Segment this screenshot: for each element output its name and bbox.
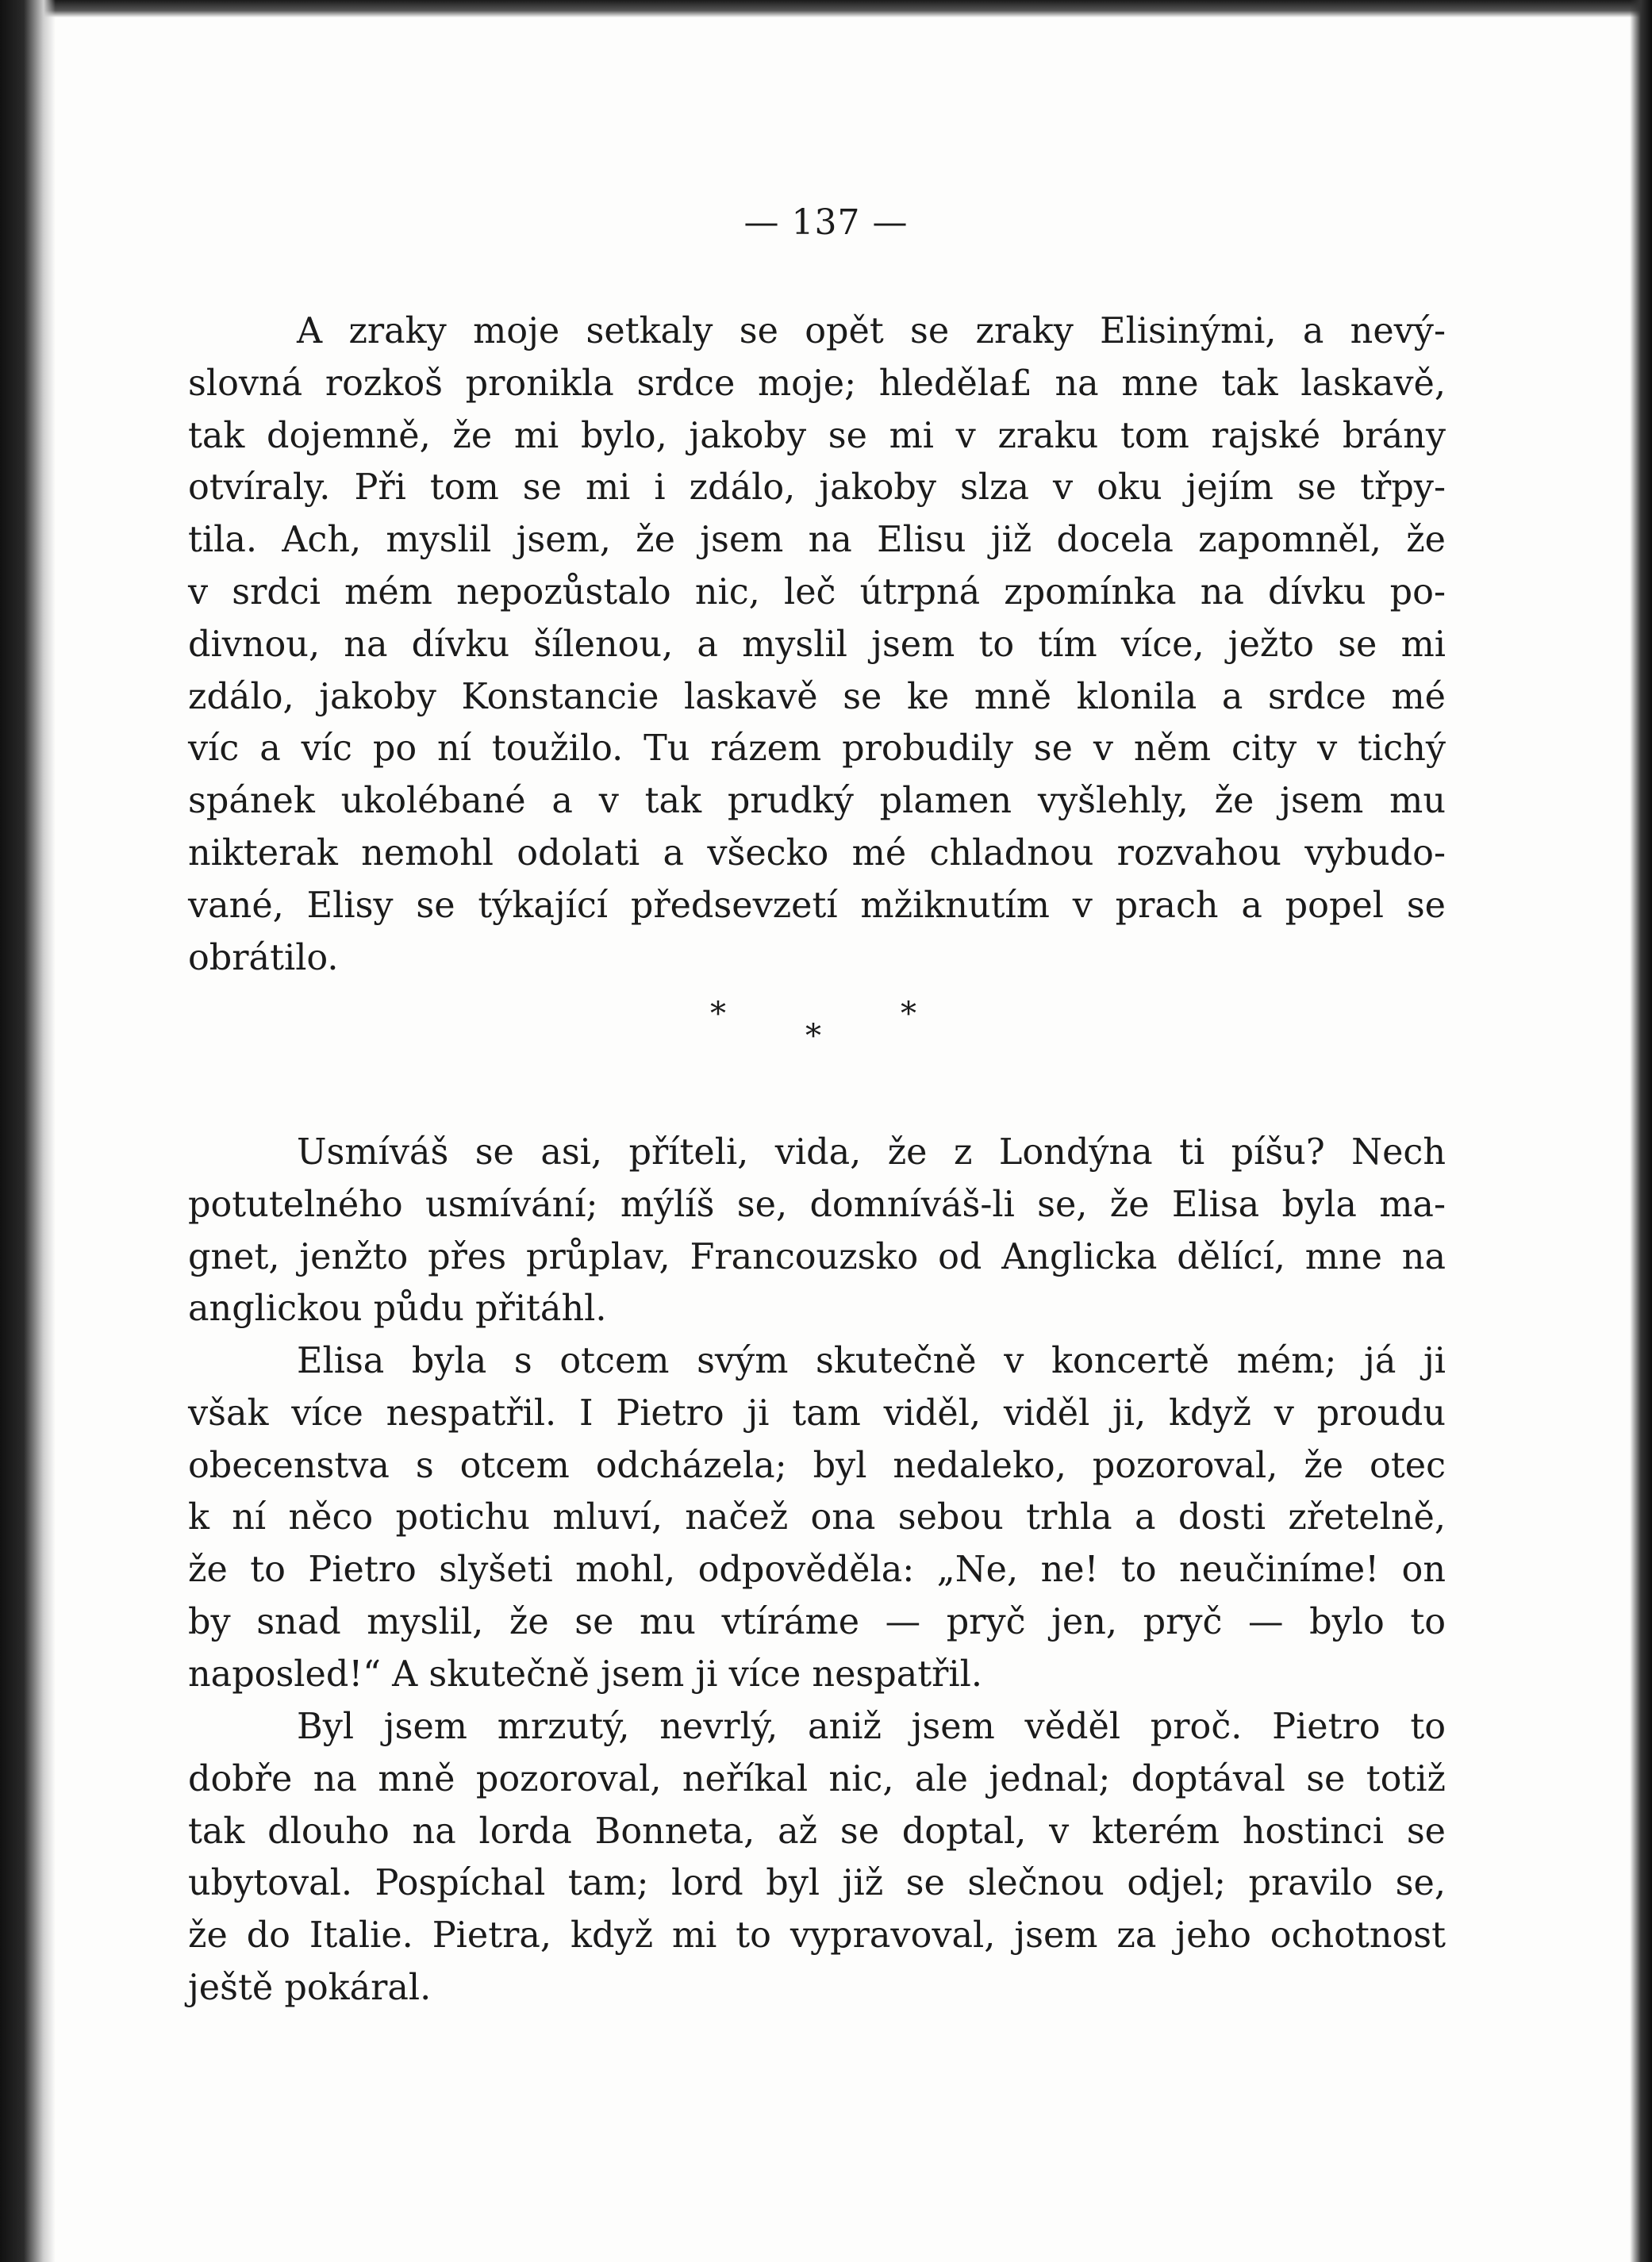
text-line: ubytoval. Pospíchal tam; lord byl již se slečnou odjel; pravilo se, [188, 1863, 1446, 1904]
separator-asterisk: * [710, 996, 726, 1032]
text-line: ještě pokáral. [188, 1967, 432, 2008]
scan-edge-top [0, 0, 1652, 17]
paragraph-1 [188, 305, 1446, 984]
text-line: gnet, jenžto přes průplav, Francouzsko od Anglicka dělící, mne na [188, 1236, 1446, 1277]
separator-asterisk: * [901, 996, 916, 1032]
paragraph-2 [188, 1127, 1446, 1335]
text-line: však více nespatřil. I Pietro ji tam viděl, viděl ji, když v proudu [188, 1392, 1446, 1434]
text-line: Usmíváš se asi, příteli, vida, že z Londýna ti píšu? Nech [297, 1132, 1446, 1173]
text-line: by snad myslil, že se mu vtíráme — pryč jen, pryč — bylo to [188, 1601, 1446, 1642]
text-line: divnou, na dívku šílenou, a myslil jsem to tím více, ježto se mi [188, 624, 1446, 665]
text-line: naposled!“ A skutečně jsem ji více nespatřil. [188, 1653, 983, 1695]
separator-asterisk: * [805, 1018, 821, 1054]
text-line: potutelného usmívání; mýlíš se, domníváš-li se, že Elisa byla ma- [188, 1184, 1446, 1225]
text-line: zdálo, jakoby Konstancie laskavě se ke mně klonila a srdce mé [188, 676, 1446, 717]
text-line: tila. Ach, myslil jsem, že jsem na Elisu již docela zapomněl, že [188, 520, 1446, 561]
text-line: nikterak nemohl odolati a všecko mé chladnou rozvahou vybudo- [188, 832, 1446, 874]
text-line: vané, Elisy se týkající předsevzetí mžiknutím v prach a popel se [188, 885, 1446, 926]
text-line: slovná rozkoš pronikla srdce moje; hleděla£ na mne tak laskavě, [188, 363, 1446, 404]
scan-edge-left [0, 0, 56, 2262]
section-separator [0, 996, 1652, 1059]
text-line: dobře na mně pozoroval, neříkal nic, ale jednal; doptával se totiž [188, 1758, 1446, 1799]
text-line: že do Italie. Pietra, když mi to vypravoval, jsem za jeho ochotnost [188, 1915, 1446, 1957]
text-line: v srdci mém nepozůstalo nic, leč útrpná zpomínka na dívku po- [188, 571, 1446, 613]
text-line: že to Pietro slyšeti mohl, odpověděla: „Ne, ne! to neučiníme! on [188, 1550, 1446, 1591]
paragraph-3 [188, 1335, 1446, 1701]
text-line: tak dlouho na lorda Bonneta, až se doptal, v kterém hostinci se [188, 1811, 1446, 1852]
text-line: Byl jsem mrzutý, nevrlý, aniž jsem věděl proč. Pietro to [297, 1707, 1446, 1747]
text-line: A zraky moje setkaly se opět se zraky Elisinými, a nevý- [297, 311, 1446, 351]
text-line: víc a víc po ní toužilo. Tu rázem probudily se v něm city v tichý [188, 728, 1446, 770]
text-line: obecenstva s otcem odcházela; byl nedaleko, pozoroval, že otec [188, 1445, 1446, 1486]
text-line: Elisa byla s otcem svým skutečně v koncertě mém; já ji [297, 1341, 1446, 1381]
text-line: spánek ukolébané a v tak prudký plamen vyšlehly, že jsem mu [188, 781, 1446, 822]
text-line: k ní něco potichu mluví, načež ona sebou trhla a dosti zřetelně, [188, 1497, 1446, 1538]
text-line: tak dojemně, že mi bylo, jakoby se mi v zraku tom rajské brány [188, 415, 1446, 456]
text-line: anglickou půdu přitáhl. [188, 1288, 607, 1330]
text-line: otvíraly. Při tom se mi i zdálo, jakoby slza v oku jejím se třpy- [188, 467, 1446, 509]
paragraph-4 [188, 1701, 1446, 2014]
scan-edge-right [1630, 0, 1652, 2262]
text-line: obrátilo. [188, 937, 339, 978]
page-number: — 137 — [743, 202, 909, 243]
